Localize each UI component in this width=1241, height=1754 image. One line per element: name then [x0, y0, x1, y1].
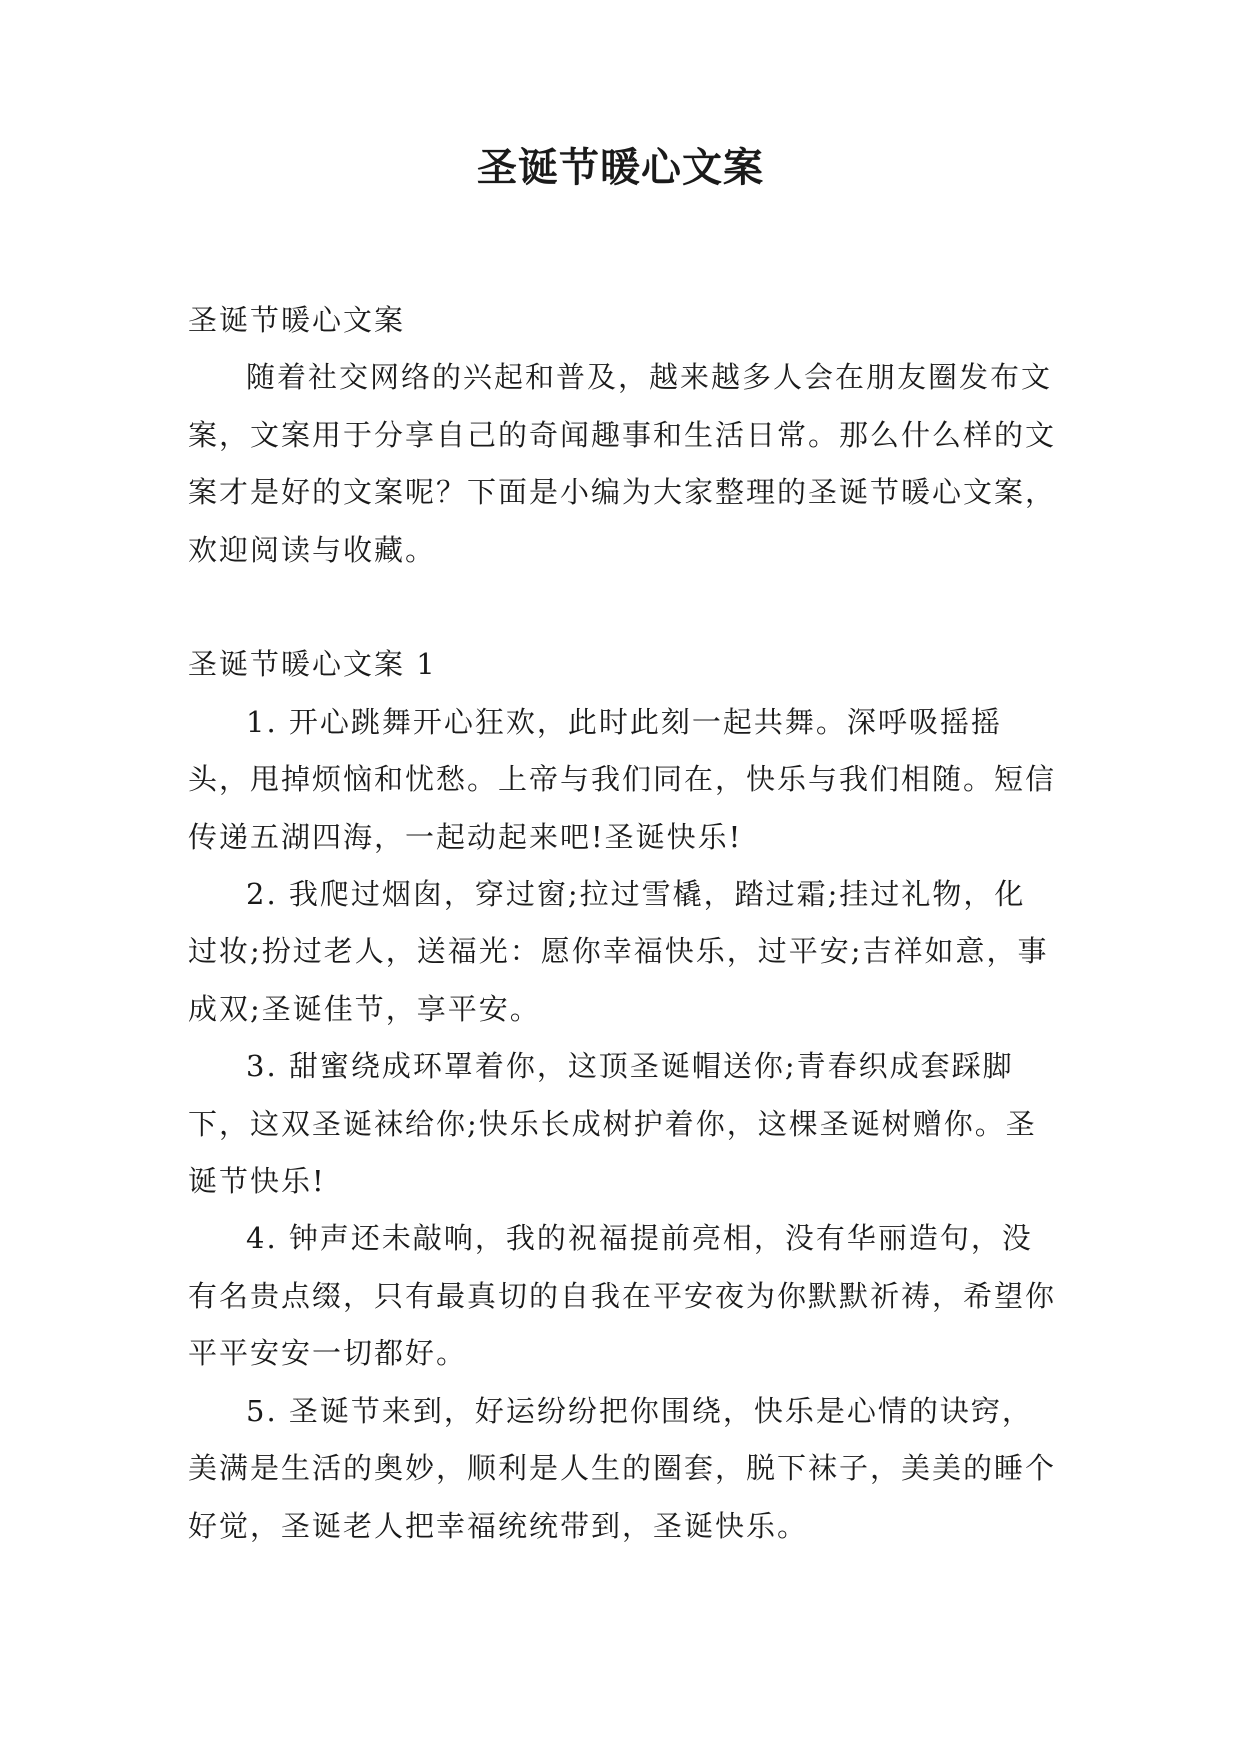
list-item: 3. 甜蜜绕成环罩着你，这顶圣诞帽送你;青春织成套踩脚下，这双圣诞袜给你;快乐长成树护着你，这棵圣诞树赠你。圣诞节快乐!	[188, 1049, 1037, 1199]
list-item: 1. 开心跳舞开心狂欢，此时此刻一起共舞。深呼吸摇摇头，甩掉烦恼和忧愁。上帝与我们同在，快乐与我们相随。短信传递五湖四海，一起动起来吧!圣诞快乐!	[188, 704, 1057, 854]
list-item: 2. 我爬过烟囱，穿过窗;拉过雪橇，踏过霜;挂过礼物，化过妆;扮过老人，送福光：愿你幸福快乐，过平安;吉祥如意，事成双;圣诞佳节，享平安。	[188, 877, 1049, 1026]
document-body	[188, 292, 1056, 1555]
paragraph-spacer	[188, 579, 1056, 636]
subtitle-line: 圣诞节暖心文案	[188, 303, 406, 337]
document-title: 圣诞节暖心文案	[477, 144, 764, 191]
section-heading: 圣诞节暖心文案 1	[188, 647, 437, 682]
list-item: 4. 钟声还未敲响，我的祝福提前亮相，没有华丽造句，没有名贵点缀，只有最真切的自我在平安夜为你默默祈祷，希望你平平安安一切都好。	[188, 1221, 1057, 1371]
list-item: 5. 圣诞节来到，好运纷纷把你围绕，快乐是心情的诀窍，美满是生活的奥妙，顺利是人生的圈套，脱下袜子，美美的睡个好觉，圣诞老人把幸福统统带到，圣诞快乐。	[188, 1393, 1057, 1543]
intro-paragraph: 随着社交网络的兴起和普及，越来越多人会在朋友圈发布文案，文案用于分享自己的奇闻趣事和生活日常。那么什么样的文案才是好的文案呢？下面是小编为大家整理的圣诞节暖心文案，欢迎阅读与收藏。	[188, 360, 1057, 567]
